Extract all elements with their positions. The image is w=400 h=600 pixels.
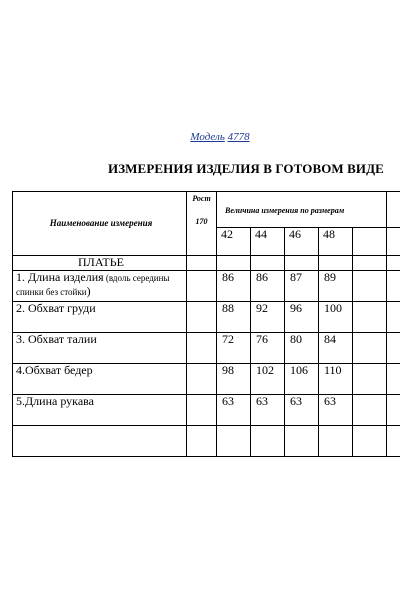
- table-row: [13, 270, 400, 301]
- empty-cell: [187, 301, 217, 332]
- empty-cell: [251, 425, 285, 456]
- empty-cell: [217, 425, 251, 456]
- empty-cell: [387, 363, 400, 394]
- row-note: вдоль середины спинки без стойки: [16, 272, 170, 297]
- row-name-text: 1. Длина изделия: [16, 269, 104, 284]
- section-label: ПЛАТЬЕ: [13, 256, 187, 271]
- section-row: [13, 256, 400, 271]
- empty-cell: [319, 256, 353, 271]
- header-cell-empty: [387, 192, 400, 228]
- value-cell: 102: [251, 363, 285, 394]
- size-cell: 46: [285, 228, 319, 256]
- empty-cell: [217, 256, 251, 271]
- table-row: [13, 301, 400, 332]
- value-cell: 98: [217, 363, 251, 394]
- value-cell: 89: [319, 270, 353, 301]
- empty-cell: [387, 270, 400, 301]
- value-cell: 106: [285, 363, 319, 394]
- empty-cell: [187, 270, 217, 301]
- value-cell: 63: [319, 394, 353, 425]
- table-row: [13, 332, 400, 363]
- empty-cell: [353, 363, 387, 394]
- table-row: [13, 394, 400, 425]
- height-label: Рост: [192, 194, 211, 203]
- empty-cell: [353, 394, 387, 425]
- name-header: Наименование измерения: [13, 192, 187, 256]
- value-cell: 80: [285, 332, 319, 363]
- value-cell: 87: [285, 270, 319, 301]
- empty-cell: [353, 256, 387, 271]
- empty-cell: [187, 394, 217, 425]
- value-cell: 92: [251, 301, 285, 332]
- row-name: 3. Обхват талии: [13, 332, 187, 363]
- table-row-empty: [13, 425, 400, 456]
- value-cell: 88: [217, 301, 251, 332]
- value-cell: 110: [319, 363, 353, 394]
- header-row: [13, 192, 400, 228]
- sizes-header: Величина измерения по размерам: [217, 192, 387, 228]
- model-number: 4778: [227, 131, 250, 143]
- empty-cell: [285, 425, 319, 456]
- empty-cell: [387, 425, 400, 456]
- empty-cell: [187, 332, 217, 363]
- value-cell: 76: [251, 332, 285, 363]
- empty-cell: [285, 256, 319, 271]
- model-caption: [0, 131, 400, 143]
- value-cell: 63: [285, 394, 319, 425]
- empty-cell: [13, 425, 187, 456]
- empty-cell: [387, 256, 400, 271]
- empty-cell: [353, 425, 387, 456]
- empty-cell: [353, 270, 387, 301]
- height-header: [187, 192, 217, 256]
- empty-cell: [387, 394, 400, 425]
- empty-cell: [319, 425, 353, 456]
- value-cell: 63: [217, 394, 251, 425]
- value-cell: 84: [319, 332, 353, 363]
- value-cell: 86: [251, 270, 285, 301]
- value-cell: 72: [217, 332, 251, 363]
- measurements-table: [12, 191, 400, 457]
- empty-cell: [387, 301, 400, 332]
- height-value: 170: [195, 217, 208, 227]
- model-prefix: Модель: [190, 131, 225, 143]
- empty-cell: [387, 332, 400, 363]
- row-name: 5.Длина рукава: [13, 394, 187, 425]
- note-open: (: [103, 272, 109, 283]
- row-name: [13, 270, 187, 301]
- empty-cell: [353, 301, 387, 332]
- note-close: ): [86, 283, 91, 298]
- size-cell: 44: [251, 228, 285, 256]
- page-title: ИЗМЕРЕНИЯ ИЗДЕЛИЯ В ГОТОВОМ ВИДЕ: [108, 161, 384, 176]
- empty-cell: [353, 332, 387, 363]
- value-cell: 96: [285, 301, 319, 332]
- empty-cell: [251, 256, 285, 271]
- row-name: 4.Обхват бедер: [13, 363, 187, 394]
- value-cell: 63: [251, 394, 285, 425]
- size-cell: 48: [319, 228, 353, 256]
- row-name: 2. Обхват груди: [13, 301, 187, 332]
- value-cell: 86: [217, 270, 251, 301]
- empty-cell: [187, 425, 217, 456]
- table-row: [13, 363, 400, 394]
- size-cell-empty: [353, 228, 387, 256]
- empty-cell: [187, 363, 217, 394]
- size-cell-empty: [387, 228, 400, 256]
- empty-cell: [187, 256, 217, 271]
- value-cell: 100: [319, 301, 353, 332]
- size-cell: 42: [217, 228, 251, 256]
